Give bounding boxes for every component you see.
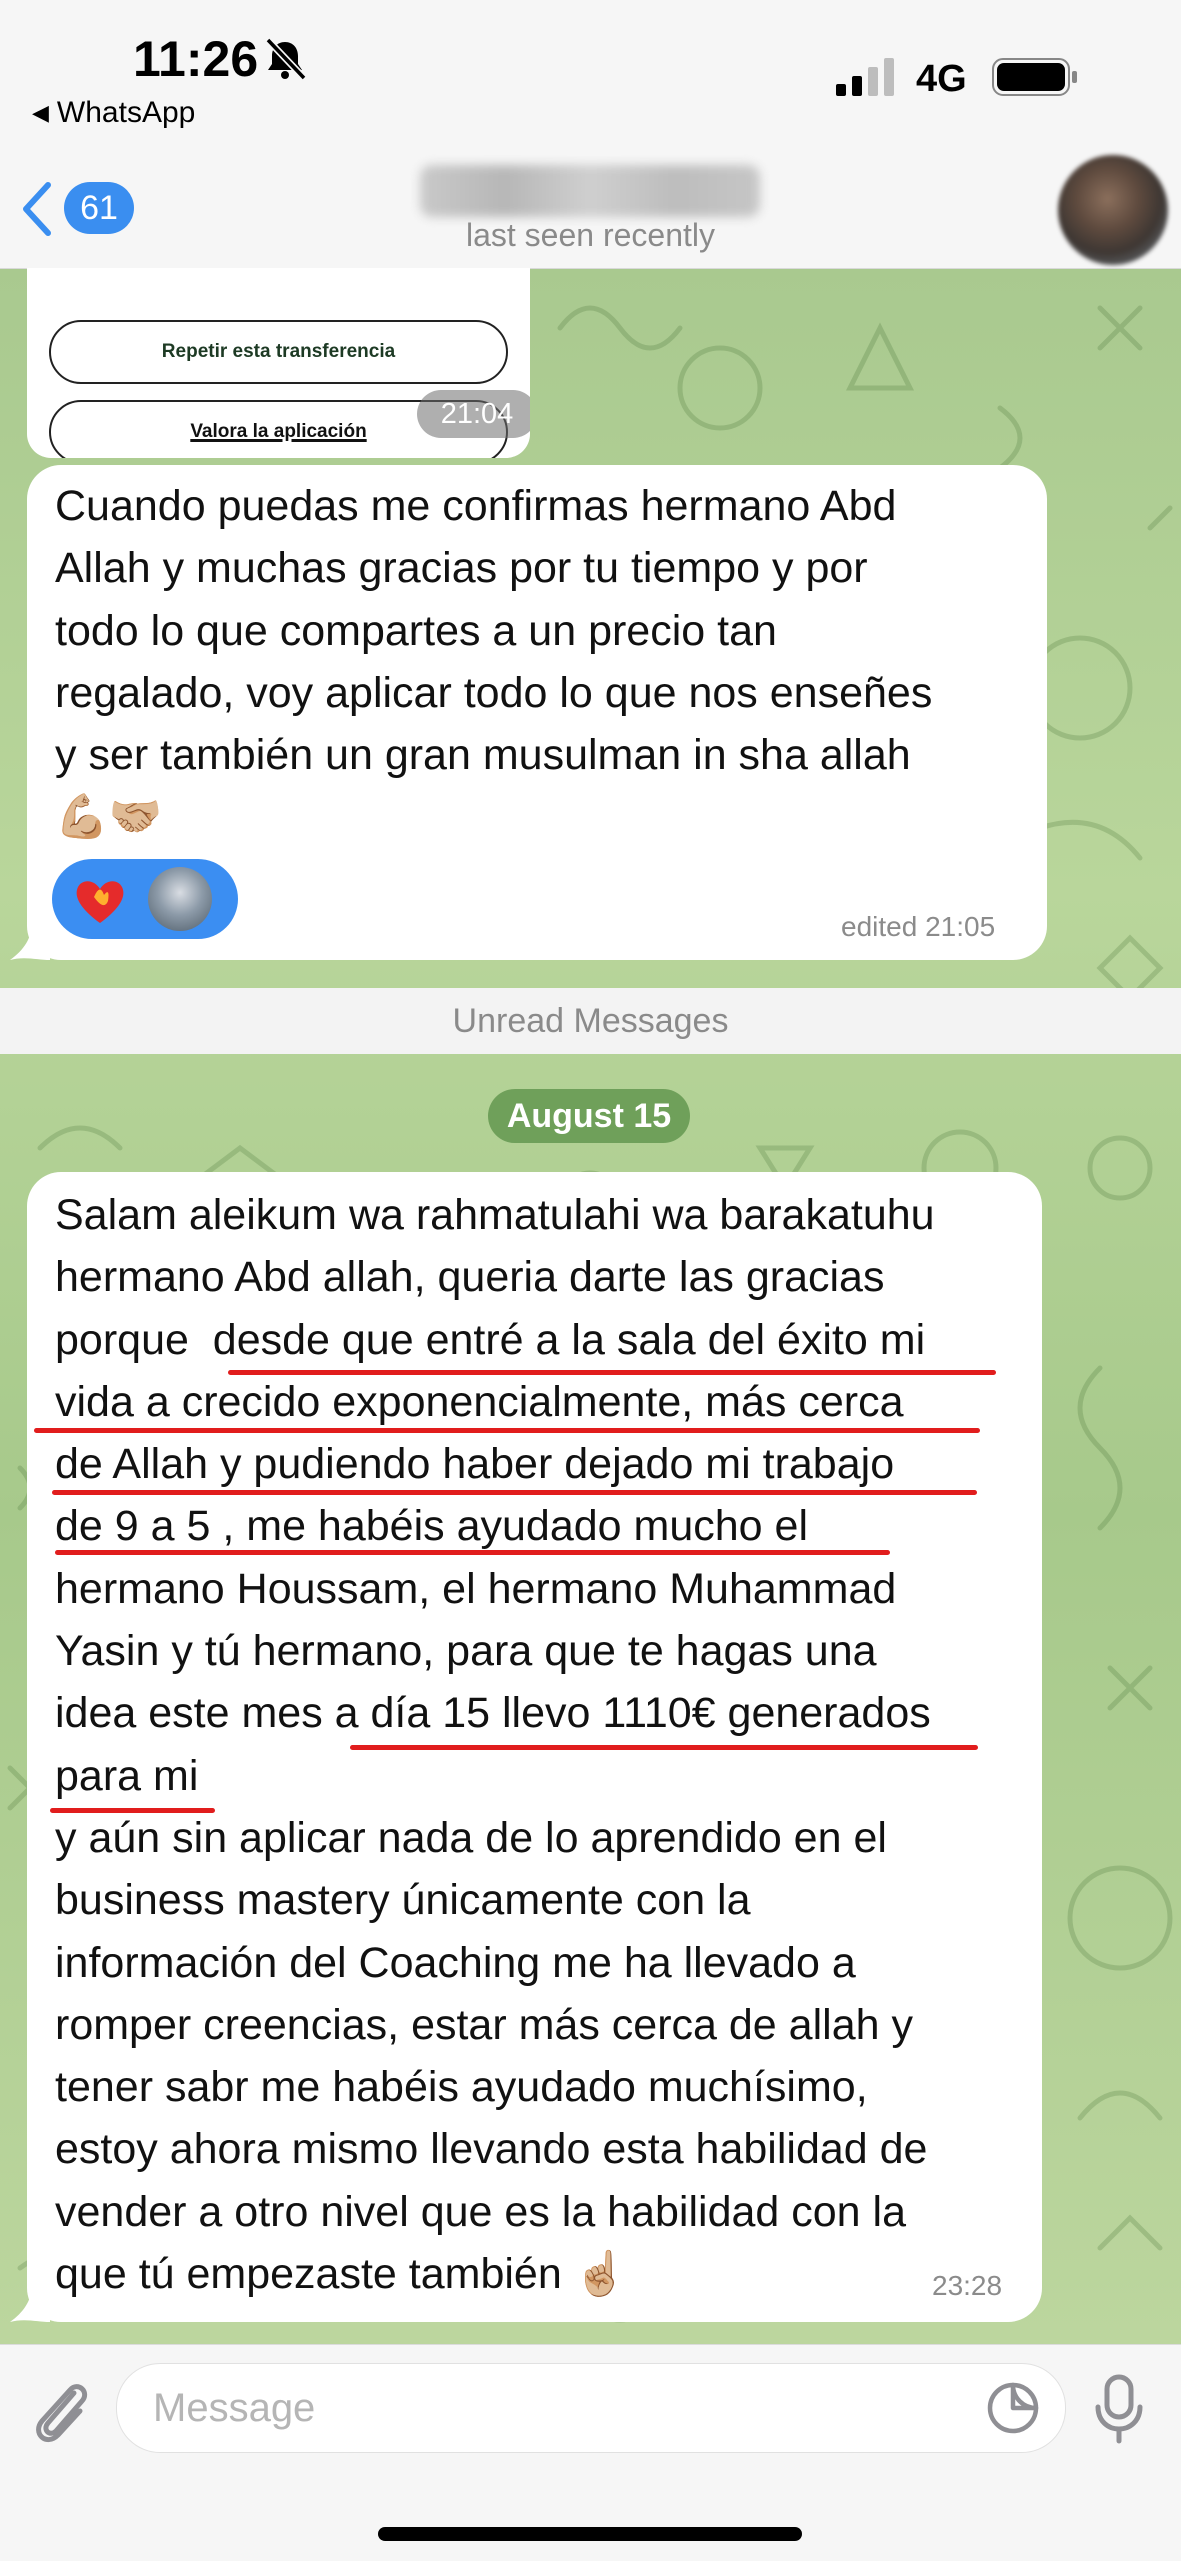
message-bubble-1[interactable]: [27, 465, 1047, 960]
highlight-underline: [350, 1745, 978, 1750]
contact-last-seen: last seen recently: [465, 217, 715, 253]
highlight-underline: [34, 1428, 980, 1433]
reactions-pill[interactable]: [52, 859, 238, 939]
back-app-label: WhatsApp: [56, 96, 196, 129]
contact-avatar[interactable]: [1058, 155, 1168, 265]
message-1-time: edited 21:05: [841, 911, 996, 942]
back-triangle-icon: ◀: [32, 100, 49, 125]
message-composer: [0, 2344, 1181, 2561]
highlight-underline: [50, 1808, 215, 1813]
highlight-underline: [52, 1490, 977, 1495]
rate-app-label: Valora la aplicación: [190, 421, 367, 442]
unread-messages-divider: Unread Messages: [0, 988, 1181, 1054]
network-label: 4G: [916, 58, 967, 100]
highlight-underline: [228, 1370, 996, 1375]
unread-count-badge[interactable]: 61: [64, 182, 134, 234]
chat-header: [0, 155, 1181, 269]
signal-icon: [836, 58, 898, 96]
bubble-tail: [10, 922, 50, 962]
message-input[interactable]: [116, 2363, 1066, 2453]
attachment-time: 21:04: [417, 390, 530, 438]
status-bar: [0, 0, 1181, 155]
message-2-text: Salam aleikum wa rahmatulahi wa barakatuhu hermano Abd allah, queria darte las gracias porque desde que entré a la sala del éxito mi vida a crecido exponencialmente, más cerca de Allah y pudiendo haber dejado mi trabajo de 9 a 5 , me habéis ayudado mucho el hermano Houssam, el hermano Muhammad Yasin y tú hermano, para que te hagas una idea este mes a día 15 llevo 1110€ generados para mi y aún sin aplicar nada de lo aprendido en el business mastery únicamente con la información del Coaching me ha llevado a romper creencias, estar más cerca de allah y tener sabr me habéis ayudado muchísimo, estoy ahora mismo llevando esta habilidad de vender a otro nivel que es la habilidad con la que tú empezaste también ☝🏼: [55, 1191, 935, 2299]
bell-slash-icon: [262, 36, 308, 82]
bubble-tail: [10, 2284, 50, 2324]
contact-name-redacted[interactable]: [420, 165, 760, 217]
repeat-transfer-button[interactable]: Repetir esta transferencia: [49, 320, 508, 384]
sticker-icon[interactable]: [985, 2380, 1041, 2436]
message-2-time: 23:28: [932, 2270, 1003, 2301]
message-1-text: Cuando puedas me confirmas hermano Abd Allah y muchas gracias por tu tiempo y por todo lo que compartes a un precio tan regalado, voy aplicar todo lo que nos enseñes y ser también un gran musulman in sha allah 💪🏼🤝🏼: [55, 482, 933, 842]
battery-icon: [992, 58, 1078, 96]
status-time: 11:26: [133, 31, 259, 87]
reaction-avatar: [148, 867, 212, 931]
heart-on-fire-icon: [68, 867, 132, 931]
back-to-app-link[interactable]: [32, 96, 195, 130]
attachment-preview[interactable]: [27, 268, 530, 458]
home-indicator[interactable]: [378, 2527, 802, 2541]
highlight-underline: [55, 1550, 890, 1555]
date-separator: August 15: [488, 1089, 690, 1143]
microphone-icon[interactable]: [1092, 2373, 1146, 2445]
message-input-placeholder: Message: [153, 2386, 316, 2430]
paperclip-icon[interactable]: [26, 2373, 92, 2445]
